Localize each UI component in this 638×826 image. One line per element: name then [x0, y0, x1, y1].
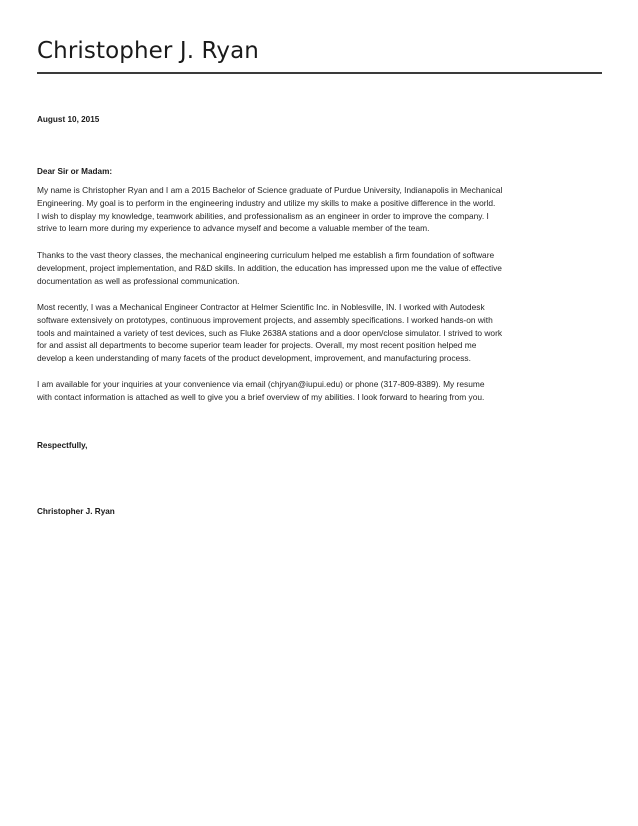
body-paragraph-introduction	[37, 184, 602, 235]
paragraph-line: with contact information is attached as well to give you a brief overview of my abilities. I look forward to hearing from you.	[37, 391, 485, 402]
paragraph-line: My name is Christopher Ryan and I am a 2015 Bachelor of Science graduate of Purdue University, Indianapolis in Mechanical	[37, 185, 503, 195]
paragraph-line: Thanks to the vast theory classes, the mechanical engineering curriculum helped me establish a firm foundation of software	[37, 250, 495, 260]
salutation: Dear Sir or Madam:	[37, 167, 113, 176]
body-paragraph-experience	[37, 301, 602, 365]
body-paragraph-contact	[37, 378, 602, 404]
paragraph-line: develop a keen understanding of many facets of the product development, improvement, and manufacturing process.	[37, 353, 471, 364]
closing: Respectfully,	[37, 441, 88, 450]
body-paragraph-education	[37, 249, 602, 287]
paragraph-line: for and assist all departments to become superior team leader for projects. Overall, my most recent position helped me	[37, 340, 477, 351]
paragraph-line: I am available for your inquiries at your convenience via email (chjryan@iupui.edu) or phone (317-809-8389). My resume	[37, 379, 485, 389]
paragraph-line: Most recently, I was a Mechanical Engineer Contractor at Helmer Scientific Inc. in Noblesville, IN. I worked with Autodesk	[37, 302, 485, 312]
paragraph-line: strive to learn more during my experience to advance myself and become a valuable member of the team.	[37, 223, 430, 234]
signature-name: Christopher J. Ryan	[37, 507, 115, 516]
paragraph-line: documentation as well as professional communication.	[37, 275, 240, 286]
paragraph-line: software extensively on prototypes, continuous improvement projects, and assembly specifications. I worked hands-on with	[37, 314, 493, 325]
letter-date: August 10, 2015	[37, 115, 100, 124]
paragraph-line: I wish to display my knowledge, teamwork abilities, and professionalism as an engineer in order to improve the company. I	[37, 210, 489, 221]
letterhead-divider	[37, 72, 602, 74]
letterhead-name: Christopher J. Ryan	[37, 38, 259, 64]
paragraph-line: development, project implementation, and R&D skills. In addition, the education has impressed upon me the value of effective	[37, 262, 502, 273]
paragraph-line: tools and maintained a variety of test devices, such as Fluke 2638A stations and a door open/close simulator. I strived to work	[37, 327, 503, 338]
paragraph-line: Engineering. My goal is to perform in the engineering industry and utilize my skills to make a positive difference in the world.	[37, 197, 496, 208]
